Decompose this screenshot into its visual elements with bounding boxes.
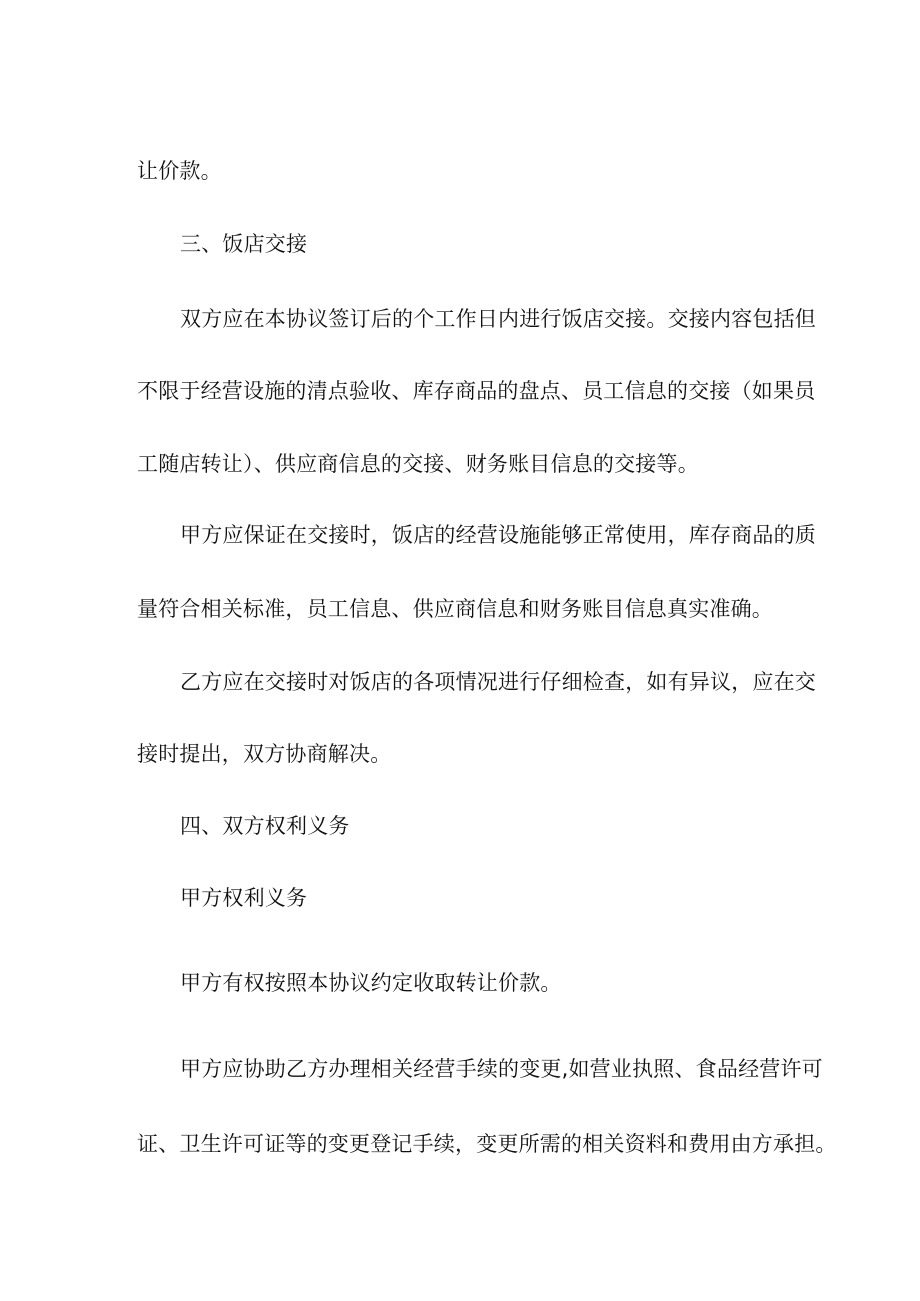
text-line: 让价款。 [137,159,222,183]
text-line: 甲方有权按照本协议约定收取转让价款。 [180,971,562,995]
subsection-heading: 甲方权利义务 [180,886,308,910]
text-line: 接时提出，双方协商解决。 [137,742,392,766]
text-line: 工随店转让）、供应商信息的交接、财务账目信息的交接等。 [137,452,699,476]
text-line: 不限于经营设施的清点验收、库存商品的盘点、员工信息的交接（如果员 [137,379,816,403]
section-heading: 三、饭店交接 [180,232,308,256]
section-heading: 四、双方权利义务 [180,814,350,838]
text-line: 甲方应协助乙方办理相关经营手续的变更,如营业执照、食品经营许可 [180,1057,823,1081]
text-line: 证、卫生许可证等的变更登记手续，变更所需的相关资料和费用由方承担。 [137,1132,837,1156]
text-line: 双方应在本协议签订后的个工作日内进行饭店交接。交接内容包括但 [180,307,816,331]
text-line: 量符合相关标准，员工信息、供应商信息和财务账目信息真实准确。 [137,597,773,621]
text-line: 甲方应保证在交接时，饭店的经营设施能够正常使用，库存商品的质 [180,523,816,547]
text-line: 乙方应在交接时对饭店的各项情况进行仔细检查，如有异议，应在交 [180,670,816,694]
